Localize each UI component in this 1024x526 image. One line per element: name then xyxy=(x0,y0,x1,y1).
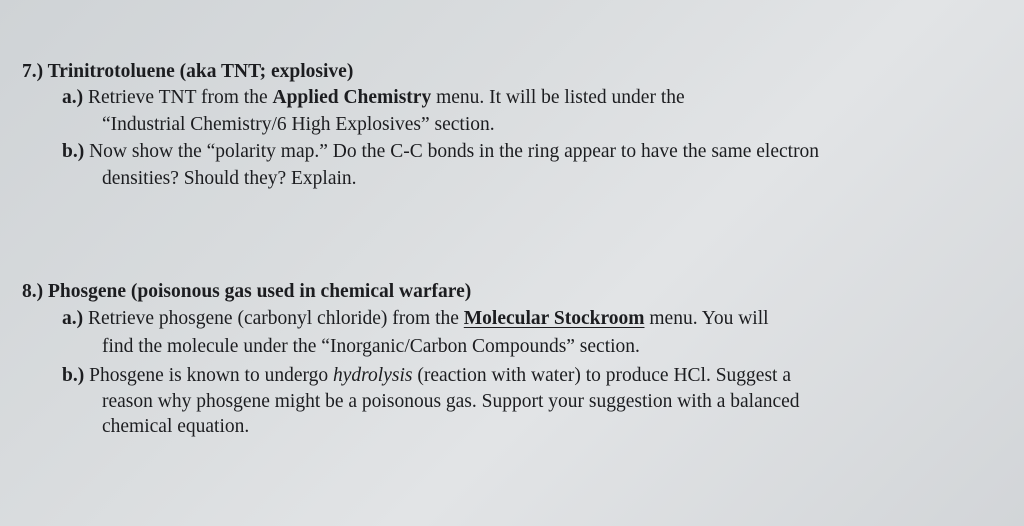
q8a-text-pre: Retrieve phosgene (carbonyl chloride) from the xyxy=(88,308,459,329)
q8b-text-pre: Phosgene is known to undergo xyxy=(89,365,329,386)
q8b-line3: chemical equation. xyxy=(102,416,250,437)
q7a-line2: “Industrial Chemistry/6 High Explosives” section. xyxy=(102,114,495,135)
q8a-label: a.) xyxy=(62,308,84,329)
q7b-text: Now show the “polarity map.” Do the C-C bonds in the ring appear to have the same electron xyxy=(89,141,820,162)
q7-number: 7.) xyxy=(22,61,44,82)
q7a-text-pre: Retrieve TNT from the xyxy=(88,87,268,108)
q7-title: Trinitrotoluene (aka TNT; explosive) xyxy=(47,61,354,82)
q8-title: Phosgene (poisonous gas used in chemical warfare) xyxy=(48,281,472,302)
q7a-line1 xyxy=(62,86,685,110)
q8a-line2: find the molecule under the “Inorganic/Carbon Compounds” section. xyxy=(102,336,640,357)
q7b-label: b.) xyxy=(62,141,85,162)
q8b-text-post: (reaction with water) to produce HCl. Suggest a xyxy=(417,365,791,386)
q7-heading xyxy=(22,60,353,84)
q8b-hydrolysis: hydrolysis xyxy=(333,365,413,386)
q8a-line1 xyxy=(62,307,769,331)
q8b-line1 xyxy=(62,364,791,388)
q8b-label: b.) xyxy=(62,365,85,386)
q7a-label: a.) xyxy=(62,87,84,108)
q8a-text-post: menu. You will xyxy=(649,308,769,329)
q7b-line2: densities? Should they? Explain. xyxy=(102,168,357,189)
q7a-menu-name: Applied Chemistry xyxy=(272,87,432,108)
q7b-line1 xyxy=(62,140,819,164)
q8a-menu-name: Molecular Stockroom xyxy=(463,308,645,329)
q8b-line2: reason why phosgene might be a poisonous gas. Support your suggestion with a balanced xyxy=(102,391,800,412)
q8-heading xyxy=(22,280,471,304)
q8-number: 8.) xyxy=(22,281,44,302)
q7a-text-post: menu. It will be listed under the xyxy=(436,87,685,108)
